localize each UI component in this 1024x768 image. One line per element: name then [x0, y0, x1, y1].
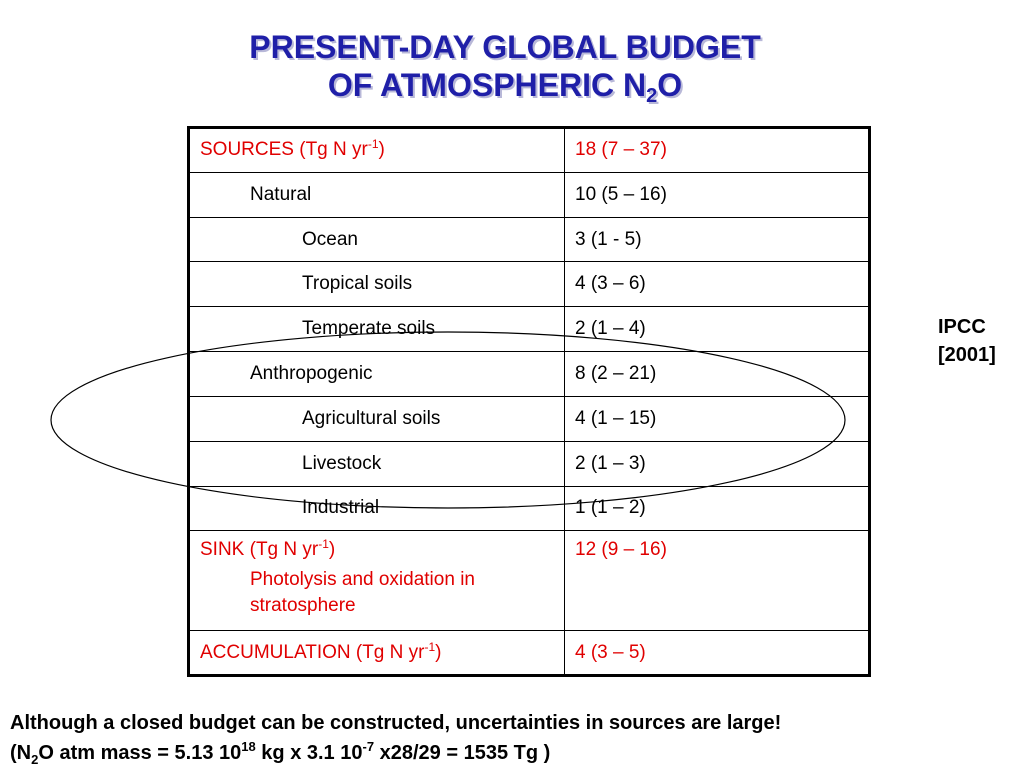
temperate-soils-value: 2 (1 – 4) [565, 307, 870, 352]
ipcc-label: IPCC [938, 316, 986, 338]
title-line-1: PRESENT-DAY GLOBAL BUDGET [249, 29, 761, 65]
sources-label: SOURCES (Tg N $yr^{-1}$) [189, 128, 565, 173]
ipcc-year: [2001] [938, 344, 996, 366]
temperate-soils-label: Temperate soils [189, 307, 565, 352]
table-row-tropical-soils [189, 262, 870, 307]
industrial-value: 1 (1 – 2) [565, 486, 870, 531]
sources-value: 18 (7 – 37) [565, 128, 870, 173]
anthropogenic-label: Anthropogenic [189, 352, 565, 397]
footer-line-1: Although a closed budget can be constructed, uncertainties in sources are large! [10, 712, 782, 734]
agricultural-soils-value: 4 (1 – 15) [565, 396, 870, 441]
table-row-sources [189, 128, 870, 173]
accumulation-value: 4 (3 – 5) [565, 631, 870, 676]
natural-value: 10 (5 – 16) [565, 172, 870, 217]
table-row-anthropogenic [189, 352, 870, 397]
tropical-soils-value: 4 (3 – 6) [565, 262, 870, 307]
tropical-soils-label: Tropical soils [189, 262, 565, 307]
table-row-temperate-soils [189, 307, 870, 352]
sink-label: SINK (Tg N $yr^{-1}$) Photolysis and oxidation in stratosphere [189, 531, 565, 631]
livestock-label: Livestock [189, 441, 565, 486]
table-row-natural [189, 172, 870, 217]
table-row-livestock [189, 441, 870, 486]
anthropogenic-value: 8 (2 – 21) [565, 352, 870, 397]
livestock-value: 2 (1 – 3) [565, 441, 870, 486]
table-row-industrial [189, 486, 870, 531]
table-row-sink [189, 531, 870, 631]
title-line-2-text: OF ATMOSPHERIC N [327, 67, 647, 103]
table-row-ocean [189, 217, 870, 262]
ipcc-citation [938, 313, 996, 369]
title-subscript: 2 [646, 85, 658, 107]
industrial-label: Industrial [189, 486, 565, 531]
table-row-agricultural-soils [189, 396, 870, 441]
ocean-value: 3 (1 - 5) [565, 217, 870, 262]
accumulation-label: ACCUMULATION (Tg N $yr^{-1}$) [189, 631, 565, 676]
title-line-2 [0, 66, 1010, 107]
table-row-accumulation [189, 631, 870, 676]
page-title [0, 28, 1010, 107]
footer-note [10, 708, 781, 768]
natural-label: Natural [189, 172, 565, 217]
agricultural-soils-label: Agricultural soils [189, 396, 565, 441]
ocean-label: Ocean [189, 217, 565, 262]
sink-description: Photolysis and oxidation in stratosphere [250, 569, 475, 617]
budget-table [187, 126, 871, 677]
sink-value: 12 (9 – 16) [565, 531, 870, 631]
title-line-2-end: O [657, 67, 683, 103]
footer-line-2: ($N_2O$ atm mass = 5.13 $10^{18}$ kg x 3.1 $10^{-7}$ x28/29 = 1535 Tg ) [10, 739, 551, 767]
